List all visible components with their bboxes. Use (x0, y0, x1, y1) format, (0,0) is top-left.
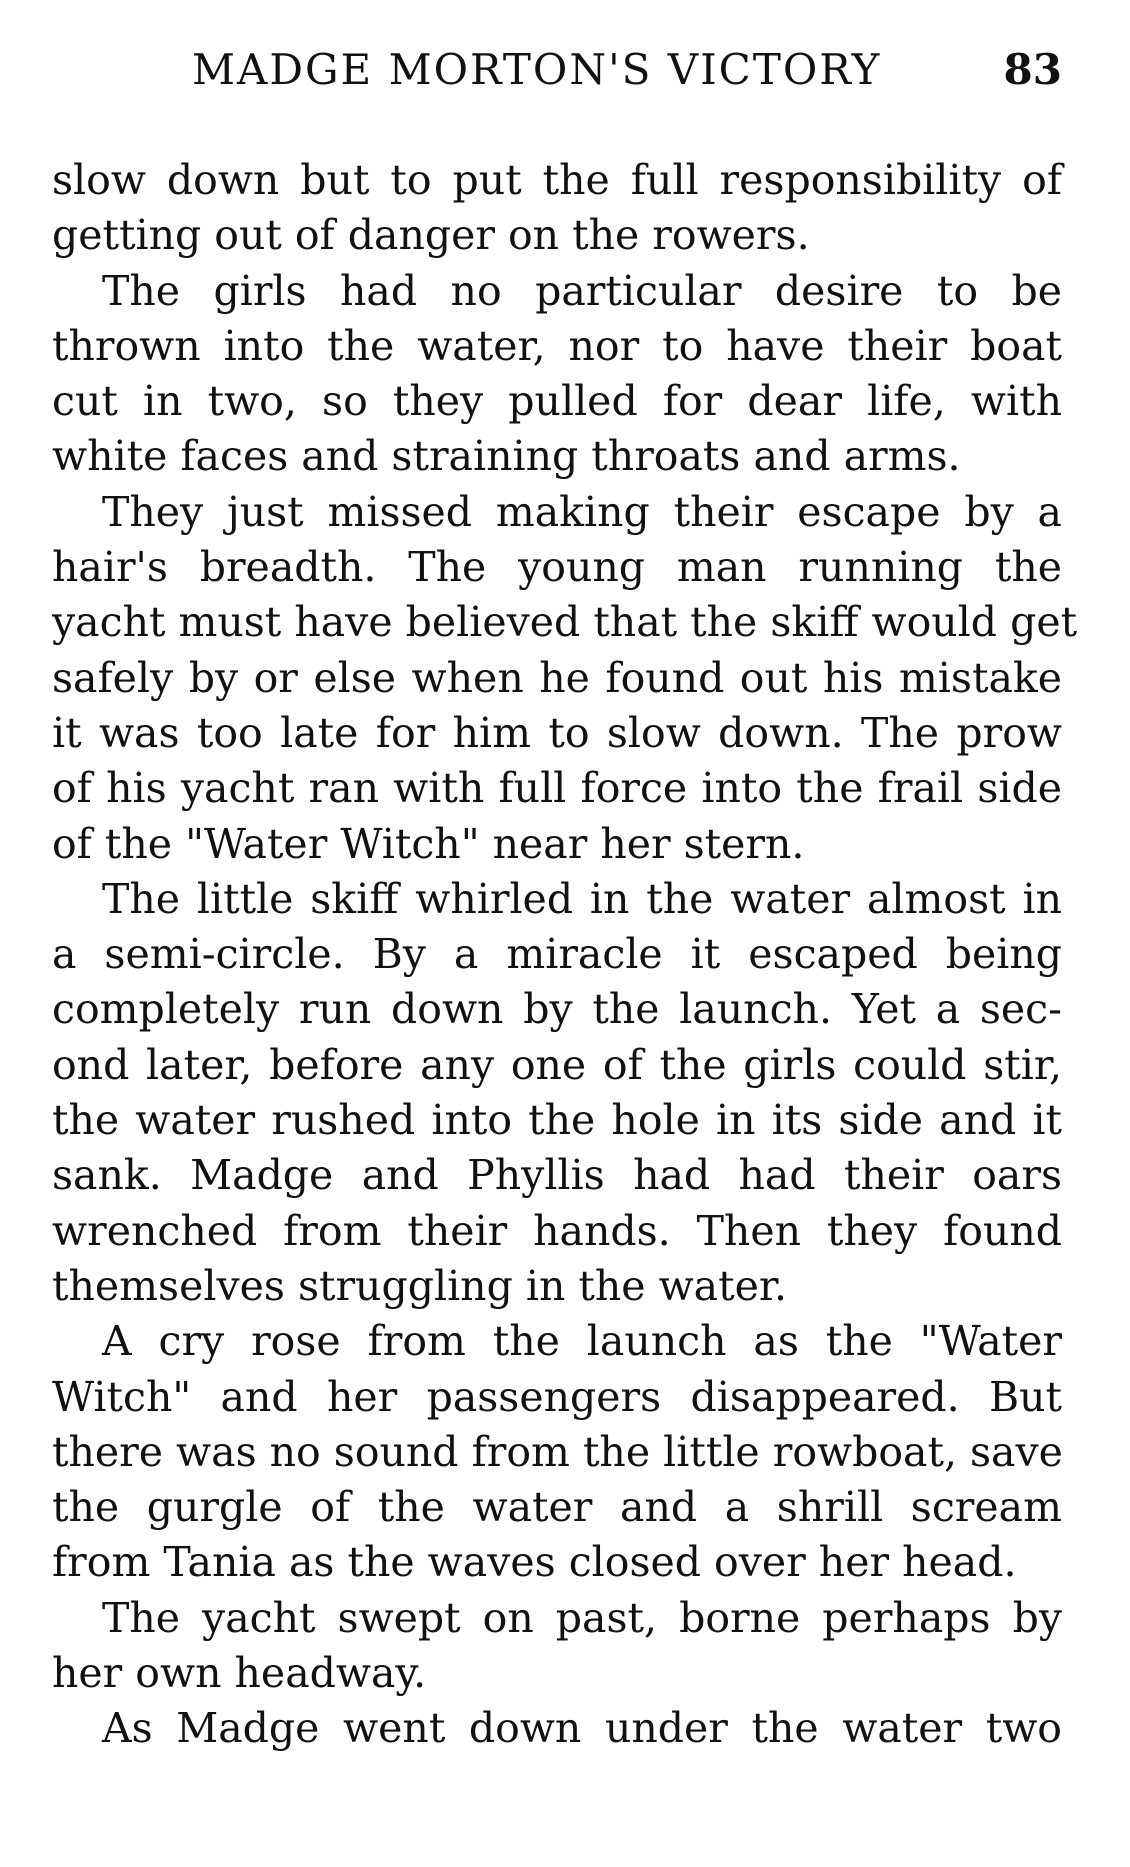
text-line: white faces and straining throats and arms. (52, 432, 961, 481)
page-number: 83 (1003, 45, 1062, 94)
text-line: sank. Madge and Phyllis had had their oars (52, 1151, 1062, 1200)
text-line: wrenched from their hands. Then they found (52, 1206, 1062, 1255)
text-line: They just missed making their escape by a (102, 487, 1062, 536)
text-line: of the "Water Witch" near her stern. (52, 819, 805, 868)
text-line: yacht must have believed that the skiff would get (52, 598, 1078, 647)
text-line: cut in two, so they pulled for dear life, with (52, 377, 1062, 426)
text-line: safely by or else when he found out his mistake (52, 653, 1062, 702)
text-line: there was no sound from the little rowboat, save (52, 1427, 1063, 1476)
text-line: from Tania as the waves closed over her head. (52, 1538, 1017, 1587)
body-text (52, 153, 1078, 1757)
text-line: the water rushed into the hole in its side and it (52, 1096, 1062, 1145)
running-head (52, 40, 1062, 100)
text-line: The girls had no particular desire to be (102, 266, 1062, 315)
text-line: As Madge went down under the water two (102, 1704, 1062, 1753)
text-line: thrown into the water, nor to have their boat (52, 321, 1062, 370)
text-line: completely run down by the launch. Yet a sec- (52, 985, 1062, 1034)
text-line: Witch" and her passengers disappeared. But (52, 1372, 1062, 1421)
text-line: it was too late for him to slow down. The prow (52, 708, 1062, 757)
text-line: ond later, before any one of the girls could stir, (52, 1040, 1062, 1089)
text-line: themselves struggling in the water. (52, 1261, 787, 1310)
text-line: getting out of danger on the rowers. (52, 211, 810, 260)
running-title: MADGE MORTON'S VICTORY (192, 45, 882, 94)
text-line: the gurgle of the water and a shrill scream (52, 1483, 1062, 1532)
text-line: a semi-circle. By a miracle it escaped being (52, 930, 1062, 979)
text-line: of his yacht ran with full force into the frail side (52, 764, 1062, 813)
text-line: slow down but to put the full responsibility of (52, 156, 1062, 204)
text-line: her own headway. (52, 1649, 427, 1698)
text-line: The yacht swept on past, borne perhaps by (102, 1593, 1062, 1642)
text-line: The little skiff whirled in the water almost in (102, 874, 1062, 923)
text-line: A cry rose from the launch as the "Water (102, 1317, 1062, 1366)
text-line: hair's breadth. The young man running the (52, 543, 1062, 592)
